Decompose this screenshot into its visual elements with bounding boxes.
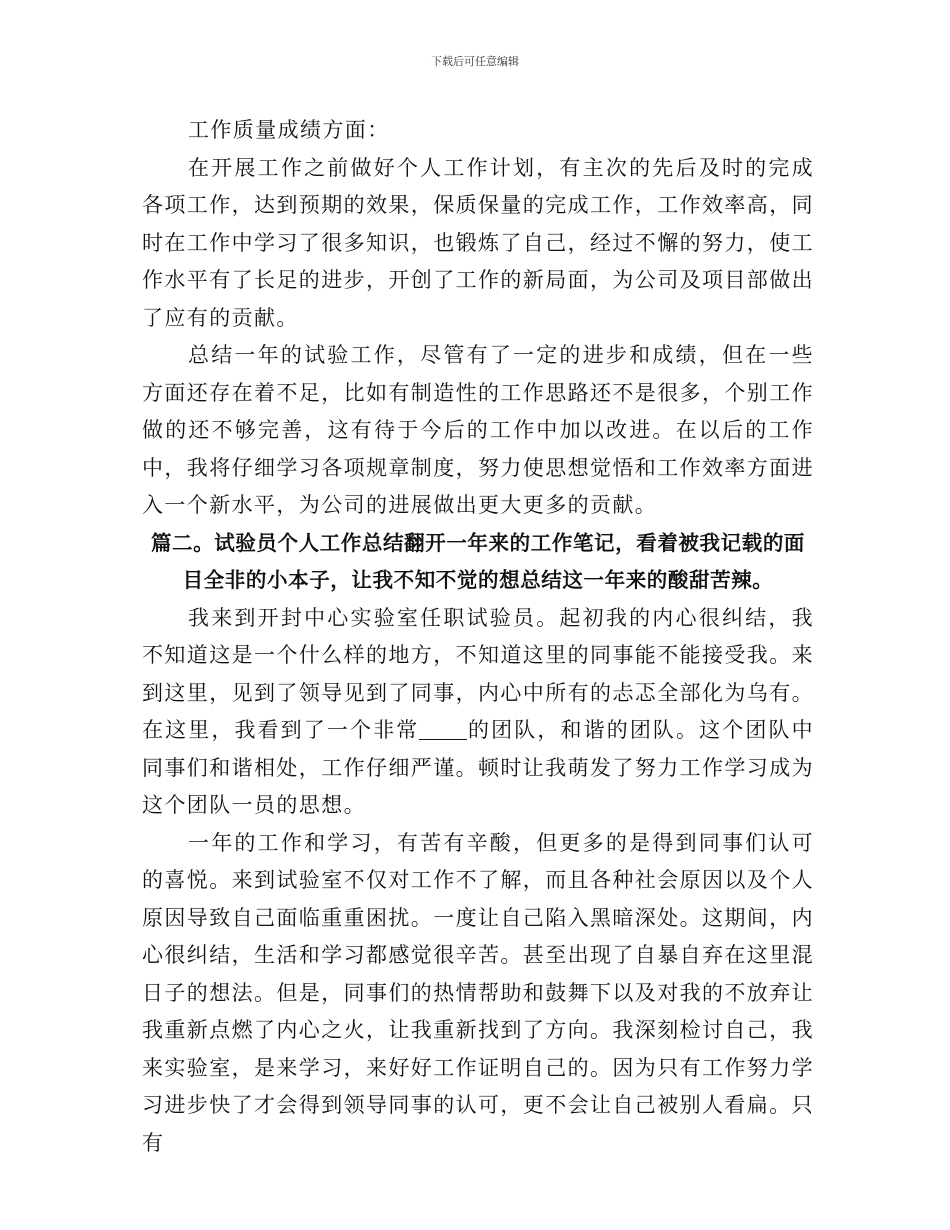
paragraph-arrival xyxy=(142,600,814,825)
paragraph-quality-title: 工作质量成绩方面： xyxy=(188,118,390,142)
paragraph-arrival-part2: 的团队，和谐的团队。这个团队中同事们和谐相处，工作仔细严谨。顿时让我萌发了努力工作学习成为这个团队一员的思想。 xyxy=(142,718,814,817)
section-heading: 篇二。试验员个人工作总结翻开一年来的工作笔记，看着被我记载的面目全非的小本子，让我不知不觉的想总结这一年来的酸甜苦辣。 xyxy=(150,530,806,592)
paragraph-year-review: 一年的工作和学习，有苦有辛酸，但更多的是得到同事们认可的喜悦。来到试验室不仅对工作不了解，而且各种社会原因以及个人原因导致自己面临重重困扰。一度让自己陷入黑暗深处。这期间，内心很纠结，生活和学习都感觉很辛苦。甚至出现了自暴自弃在这里混日子的想法。但是，同事们的热情帮助和鼓舞下以及对我的不放弃让我重新点燃了内心之火，让我重新找到了方向。我深刻检讨自己，我来实验室，是来学习，来好好工作证明自己的。因为只有工作努力学习进步快了才会得到领导同事的认可，更不会让自己被别人看扁。只有 xyxy=(142,830,814,1155)
paragraph-work-plan: 在开展工作之前做好个人工作计划，有主次的先后及时的完成各项工作，达到预期的效果，保质保量的完成工作，工作效率高，同时在工作中学习了很多知识，也锻炼了自己，经过不懈的努力，使工作水平有了长足的进步，开创了工作的新局面，为公司及项目部做出了应有的贡献。 xyxy=(142,155,814,330)
document-body xyxy=(142,112,814,1162)
fill-in-blank xyxy=(419,718,467,740)
page-header: 下载后可任意编辑 xyxy=(431,55,519,68)
paragraph-summary: 总结一年的试验工作，尽管有了一定的进步和成绩，但在一些方面还存在着不足，比如有制造性的工作思路还不是很多，个别工作做的还不够完善，这有待于今后的工作中加以改进。在以后的工作中，我将仔细学习各项规章制度，努力使思想觉悟和工作效率方面进入一个新水平，为公司的进展做出更大更多的贡献。 xyxy=(142,343,814,517)
paragraph-arrival-part1: 我来到开封中心实验室任职试验员。起初我的内心很纠结，我不知道这是一个什么样的地方，不知道这里的同事能不能接受我。来到这里，见到了领导见到了同事，内心中所有的忐忑全部化为乌有。在这里，我看到了一个非常 xyxy=(142,605,814,742)
